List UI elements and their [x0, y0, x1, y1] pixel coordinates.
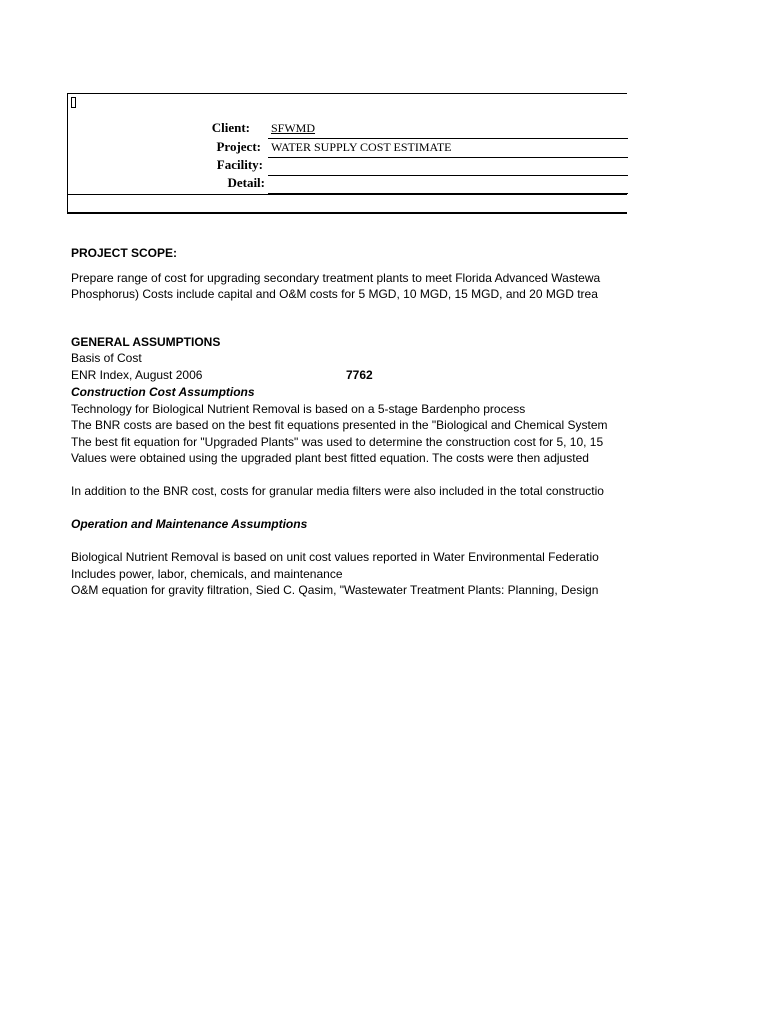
scope-line-1: Prepare range of cost for upgrading secondary treatment plants to meet Florida Advanced Wastewa — [71, 271, 601, 285]
general-assumptions-heading: GENERAL ASSUMPTIONS — [71, 335, 221, 349]
header-divider — [67, 194, 627, 195]
enr-index-value: 7762 — [346, 368, 373, 382]
detail-underline — [268, 193, 628, 194]
construction-line-3: The best fit equation for "Upgraded Plants" was used to determine the construction cost for 5, 10, 15 — [71, 435, 604, 449]
detail-label: Detail: — [227, 175, 265, 190]
granular-media-line: In addition to the BNR cost, costs for granular media filters were also included in the total constructio — [71, 484, 604, 498]
construction-line-1: Technology for Biological Nutrient Removal is based on a 5-stage Bardenpho process — [71, 402, 526, 416]
basis-of-cost: Basis of Cost — [71, 351, 142, 365]
construction-cost-heading: Construction Cost Assumptions — [71, 385, 255, 399]
facility-label: Facility: — [216, 157, 263, 172]
construction-line-2: The BNR costs are based on the best fit equations presented in the "Biological and Chemical System — [71, 418, 608, 432]
construction-line-4: Values were obtained using the upgraded plant best fitted equation. The costs were then adjusted — [71, 451, 589, 465]
client-label: Client: — [211, 120, 250, 135]
project-label: Project: — [216, 139, 261, 154]
detail-value — [268, 175, 628, 191]
enr-index-label: ENR Index, August 2006 — [71, 368, 203, 382]
project-scope-heading: PROJECT SCOPE: — [71, 246, 178, 260]
client-value: SFWMD — [271, 121, 316, 135]
checkbox-icon — [71, 97, 76, 108]
om-assumptions-heading: Operation and Maintenance Assumptions — [71, 517, 308, 531]
om-line-3: O&M equation for gravity filtration, Sied C. Qasim, "Wastewater Treatment Plants: Planning, Design — [71, 583, 599, 597]
project-value: WATER SUPPLY COST ESTIMATE — [271, 140, 452, 154]
facility-value — [268, 157, 628, 173]
om-line-2: Includes power, labor, chemicals, and maintenance — [71, 567, 343, 581]
scope-line-2: Phosphorus) Costs include capital and O&M costs for 5 MGD, 10 MGD, 15 MGD, and 20 MGD trea — [71, 287, 598, 301]
om-line-1: Biological Nutrient Removal is based on unit cost values reported in Water Environmental Federatio — [71, 550, 599, 564]
